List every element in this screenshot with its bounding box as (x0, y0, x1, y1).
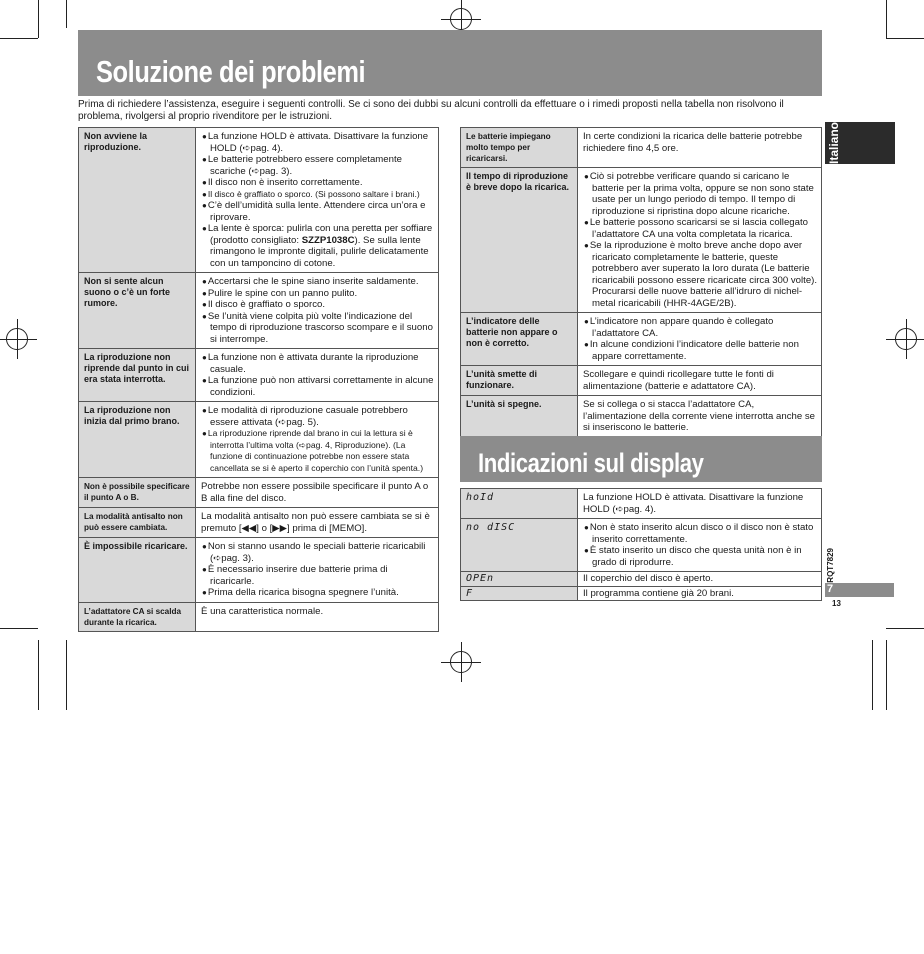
solution-cell: Scollegare e quindi ricollegare tutte le fonti di alimentazione (batterie e adattatore CA). (578, 366, 822, 396)
solution-cell: ● La funzione non è attivata durante la riproduzione casuale. ● La funzione può non attivarsi correttamente in alcune condizioni. (196, 349, 439, 402)
table-row (79, 602, 439, 631)
display-code-cell: F (461, 586, 578, 601)
solution-cell: ● L’indicatore non appare quando è collegato l’adattatore CA. ● In alcune condizioni l’indicatore delle batterie non appare correttamente. (578, 313, 822, 366)
crop-mark (0, 628, 38, 629)
problem-cell: Non si sente alcun suono o c’è un forte rumore. (79, 273, 196, 349)
crop-mark (66, 640, 67, 710)
solution-cell: ● Non è stato inserito alcun disco o il disco non è stato inserito correttamente. ● È stato inserito un disco che questa unità non è in grado di riprodurre. (578, 519, 822, 572)
table-row (79, 128, 439, 273)
display-code-cell: OPEn (461, 572, 578, 587)
solution-cell: La funzione HOLD è attivata. Disattivare la funzione HOLD (➪pag. 4). (578, 489, 822, 519)
problem-cell: Il tempo di riproduzione è breve dopo la ricarica. (461, 168, 578, 313)
table-row (461, 489, 822, 519)
problem-cell: L’indicatore delle batterie non appare o non è corretto. (461, 313, 578, 366)
crop-mark (886, 628, 924, 629)
table-row (461, 313, 822, 366)
crop-mark (66, 0, 67, 28)
troubleshooting-table-left (78, 127, 439, 632)
table-row (461, 168, 822, 313)
registration-mark (450, 651, 472, 673)
crop-mark (886, 0, 887, 38)
table-row (461, 366, 822, 396)
solution-cell: ● Non si stanno usando le speciali batterie ricaricabili (➪pag. 3). ● È necessario inserire due batterie prima di ricaricarle. ● Prima della ricarica bisogna spegnere l’unità. (196, 538, 439, 603)
crop-mark (38, 640, 39, 710)
problem-cell: La riproduzione non riprende dal punto in cui era stata interrotta. (79, 349, 196, 402)
table-row (461, 128, 822, 168)
display-code-cell: no dISC (461, 519, 578, 572)
page-number: 13 (832, 599, 841, 608)
registration-mark (6, 328, 28, 350)
section-title: Indicazioni sul display (478, 448, 704, 478)
document-code: RQT7829 (826, 548, 835, 583)
table-row (461, 519, 822, 572)
problem-cell: L’unità smette di funzionare. (461, 366, 578, 396)
display-code-cell: hoId (461, 489, 578, 519)
solution-cell: È una caratteristica normale. (196, 602, 439, 631)
table-row (461, 396, 822, 438)
problem-cell: L’unità si spegne. (461, 396, 578, 438)
table-row (79, 402, 439, 478)
solution-cell: ● Le modalità di riproduzione casuale potrebbero essere attivata (➪pag. 5). ● La riproduzione riprende dal brano in cui la lettura si è interrotta l’ultima volta (➪pag. 4, Riproduzione). (La funzione di continuazione potrebbe non essere stata cancellata se si è aperto il coperchio con l’unità spenta.) (196, 402, 439, 478)
solution-cell: Potrebbe non essere possibile specificare il punto A o B alla fine del disco. (196, 478, 439, 508)
troubleshooting-table-right (460, 127, 822, 438)
crop-mark (872, 640, 873, 710)
crop-mark (38, 0, 39, 38)
table-row (79, 273, 439, 349)
table-row (79, 508, 439, 538)
problem-cell: Non è possibile specificare il punto A o B. (79, 478, 196, 508)
solution-cell: In certe condizioni la ricarica delle batterie potrebbe richiedere fino 4,5 ore. (578, 128, 822, 168)
problem-cell: L’adattatore CA si scalda durante la ricarica. (79, 602, 196, 631)
problem-cell: La modalità antisalto non può essere cambiata. (79, 508, 196, 538)
solution-cell: ● La funzione HOLD è attivata. Disattivare la funzione HOLD (➪pag. 4). ● Le batterie potrebbero essere completamente scariche (➪pag. 3). ● Il disco non è inserito correttamente. ● Il disco è graffiato o sporco. (Si possono saltare i brani.) ● C’è dell’umidità sulla lente. Attendere circa un’ora e riprovare. ● La lente è sporca: pulirla con una peretta per soffiare (prodotto consigliato: SZZP1038C). Se sulla lente rimangono le impronte digitali, pulirle delicatamente con un tamponcino di cotone. (196, 128, 439, 273)
solution-cell: Il programma contiene già 20 brani. (578, 586, 822, 601)
crop-mark (886, 38, 924, 39)
solution-cell: La modalità antisalto non può essere cambiata se si è premuto [◀◀] o [▶▶] prima di [MEMO]. (196, 508, 439, 538)
table-row (79, 538, 439, 603)
table-row (79, 478, 439, 508)
language-tab: Italiano (825, 122, 895, 164)
solution-cell: Il coperchio del disco è aperto. (578, 572, 822, 587)
problem-cell: La riproduzione non inizia dal primo brano. (79, 402, 196, 478)
table-row (461, 586, 822, 601)
solution-cell: Se si collega o si stacca l’adattatore CA, l’alimentazione della corrente viene interrotta anche se si inseriscono le batterie. (578, 396, 822, 438)
section-title-banner (78, 30, 822, 96)
table-row (461, 572, 822, 587)
problem-cell: Non avviene la riproduzione. (79, 128, 196, 273)
registration-mark (450, 8, 472, 30)
solution-cell: ● Ciò si potrebbe verificare quando si caricano le batterie per la prima volta, oppure se non sono state usate per un lungo periodo di tempo. Il tempo di riproduzione si ripristina dopo alcune ricariche. ● Le batterie possono scaricarsi se si lascia collegato l’adattatore CA una volta completata la ricarica. ● Se la riproduzione è molto breve anche dopo aver ricaricato completamente le batterie, queste potrebbero aver superato la loro durata (Le batterie ricaricabili possono essere ricaricate circa 300 volte). Procurarsi delle nuove batterie all’idruro di nichel-metal ricaricabili (HHR-4AGE/2B). (578, 168, 822, 313)
registration-mark (895, 328, 917, 350)
crop-mark (886, 640, 887, 710)
crop-mark (0, 38, 38, 39)
problem-cell: Le batterie impiegano molto tempo per ricaricarsi. (461, 128, 578, 168)
table-row (79, 349, 439, 402)
section-title-banner (460, 436, 822, 482)
problem-cell: È impossibile ricaricare. (79, 538, 196, 603)
solution-cell: ● Accertarsi che le spine siano inserite saldamente. ● Pulire le spine con un panno pulito. ● Il disco è graffiato o sporco. ● Se l’unità viene colpita più volte l’indicazione del tempo di riproduzione trascorso scompare e il suono si interrompe. (196, 273, 439, 349)
intro-text: Prima di richiedere l’assistenza, eseguire i seguenti controlli. Se ci sono dei dubbi su alcuni controlli da effettuare o i rimedi proposti nella tabella non risolvono il problema, rivolgersi al proprio rivenditore per le istruzioni. (78, 99, 784, 122)
display-indications-table (460, 488, 822, 601)
page-section-bar: 7 (825, 583, 894, 597)
page-title: Soluzione dei problemi (96, 54, 366, 89)
